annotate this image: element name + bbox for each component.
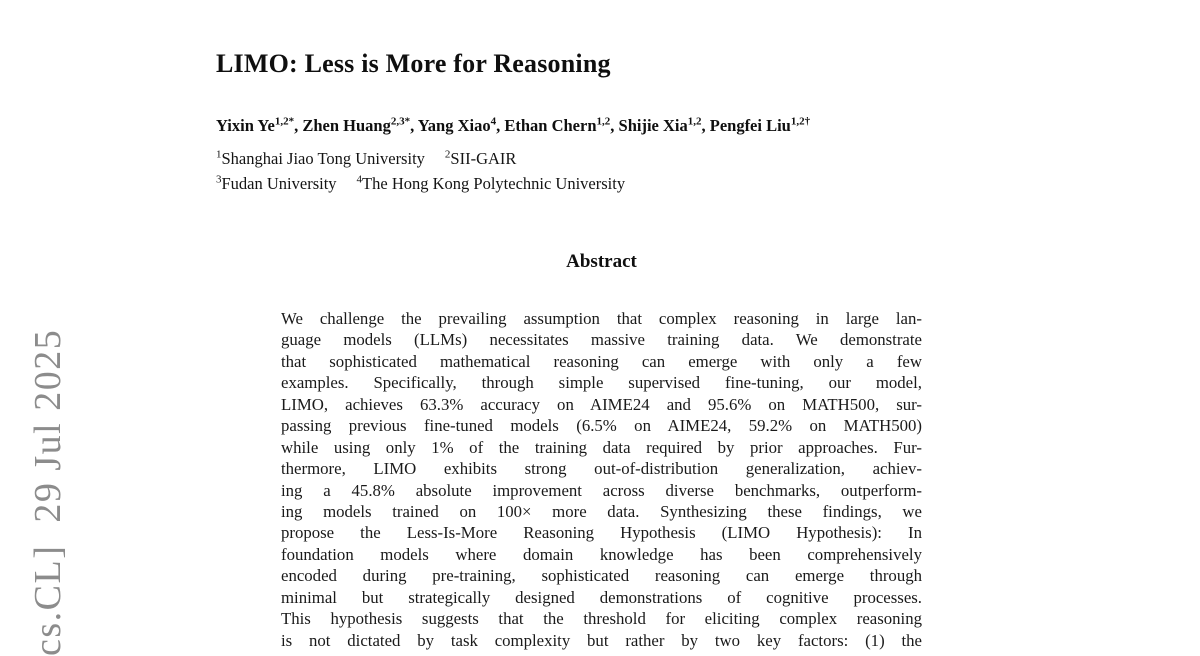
abstract-line: We challenge the prevailing assumption that complex reasoning in large lan- (281, 309, 922, 328)
author-name: Shijie Xia (618, 116, 688, 135)
affiliation-item (445, 149, 517, 168)
author-affiliation-sup: 4 (490, 115, 497, 128)
abstract-line: passing previous fine-tuned models (6.5% on AIME24, 59.2% on MATH500) (281, 416, 922, 436)
affiliations (216, 147, 625, 196)
author-name: Ethan Chern (504, 116, 597, 135)
affiliation-item (216, 174, 337, 193)
affiliation-row (216, 147, 625, 172)
abstract-line: is not dictated by task complexity but rather by two key factors: (1) the (281, 630, 922, 650)
abstract-line: foundation models where domain knowledge has been comprehensively (281, 544, 922, 564)
author-name: Zhen Huang (302, 116, 391, 135)
abstract-line: while using only 1% of the training data required by prior approaches. Fur- (281, 437, 922, 457)
affiliation-sup: 1 (216, 148, 222, 161)
abstract-line: thermore, LIMO exhibits strong out-of-distribution generalization, achiev- (281, 459, 922, 479)
abstract-line: that sophisticated mathematical reasoning can emerge with only a few (281, 351, 922, 371)
affiliation-name: SII-GAIR (450, 149, 517, 168)
affiliation-item (216, 149, 425, 168)
author-name: Pengfei Liu (709, 116, 791, 135)
abstract-heading: Abstract (566, 251, 637, 272)
abstract-line: ing models trained on 100× more data. Synthesizing these findings, we (281, 501, 922, 521)
author-separator: , (294, 116, 303, 135)
author (619, 116, 710, 135)
authors-line (216, 116, 810, 136)
author-separator: , (610, 116, 619, 135)
author (216, 116, 302, 135)
abstract-line: minimal but strategically designed demonstrations of cognitive processes. (281, 587, 922, 607)
abstract-line: encoded during pre-training, sophisticated reasoning can emerge through (281, 566, 922, 586)
author-name: Yang Xiao (417, 116, 491, 135)
abstract-line: LIMO, achieves 63.3% accuracy on AIME24 and 95.6% on MATH500, sur- (281, 394, 922, 414)
author-affiliation-sup: 1,2 (596, 115, 611, 128)
abstract-line: propose the Less-Is-More Reasoning Hypothesis (LIMO Hypothesis): In (281, 523, 922, 543)
author-separator: , (701, 116, 710, 135)
author-affiliation-sup: 1,2* (274, 115, 295, 128)
affiliation-sup: 2 (444, 148, 451, 161)
abstract-line: This hypothesis suggests that the threshold for eliciting complex reasoning (281, 609, 922, 629)
author-separator: , (496, 116, 505, 135)
author (302, 116, 417, 135)
affiliation-item (357, 174, 626, 193)
author (504, 116, 618, 135)
affiliation-sup: 4 (356, 173, 363, 185)
affiliation-name: The Hong Kong Polytechnic University (362, 173, 626, 193)
abstract-line: examples. Specifically, through simple supervised fine-tuning, our model, (281, 373, 922, 393)
author-affiliation-sup: 1,2 (687, 115, 702, 128)
affiliation-name: Fudan University (221, 173, 337, 193)
abstract-body (281, 308, 922, 651)
arxiv-watermark: cs.CL] 29 Jul 2025 (27, 328, 69, 656)
abstract-line: guage models (LLMs) necessitates massive training data. We demonstrate (281, 330, 922, 350)
affiliation-sup: 3 (216, 173, 222, 185)
author-affiliation-sup: 1,2† (790, 115, 811, 128)
author-name: Yixin Ye (216, 116, 275, 135)
author-affiliation-sup: 2,3* (390, 115, 411, 128)
author (418, 116, 505, 135)
affiliation-row (216, 172, 625, 197)
abstract-line: ing a 45.8% absolute improvement across diverse benchmarks, outperform- (281, 480, 922, 500)
author (710, 116, 810, 135)
page-title: LIMO: Less is More for Reasoning (216, 49, 611, 78)
affiliation-name: Shanghai Jiao Tong University (221, 149, 425, 168)
author-separator: , (410, 116, 418, 135)
